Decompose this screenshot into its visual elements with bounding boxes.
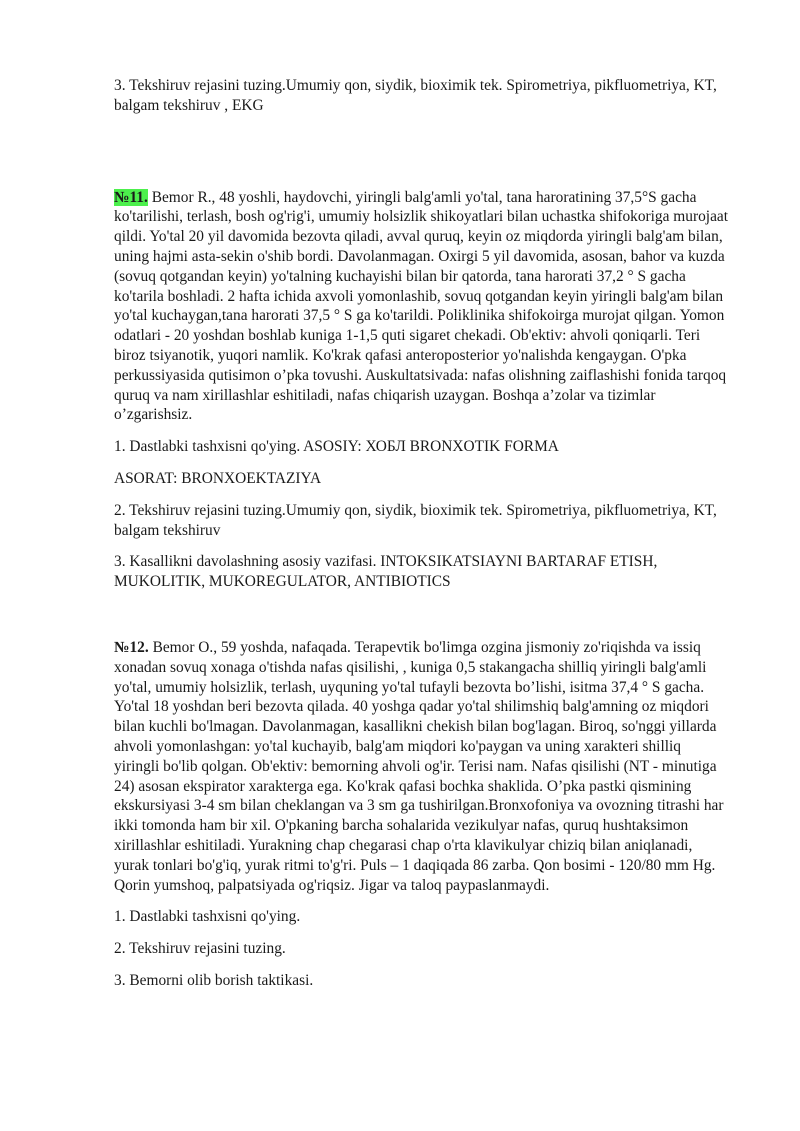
case-11-number: №11. xyxy=(114,188,148,206)
case-12-paragraph xyxy=(114,638,728,895)
spacer xyxy=(114,116,728,188)
case-11-question-3: 3. Kasallikni davolashning asosiy vazifasi. INTOKSIKATSIAYNI BARTARAF ETISH, MUKOLITIK, MUKOREGULATOR, ANTIBIOTICS xyxy=(114,553,658,591)
case-11-question-2: 2. Tekshiruv rejasini tuzing.Umumiy qon, siydik, bioximik tek. Spirometriya, pikfluometriya, KT, balgam tekshiruv xyxy=(114,501,717,539)
case-12-number: №12. xyxy=(114,638,149,656)
case-12-question-3: 3. Bemorni olib borish taktikasi. xyxy=(114,971,314,989)
case-12-question-1: 1. Dastlabki tashxisni qo'ying. xyxy=(114,908,301,926)
case-12-body: Bemor O., 59 yoshda, nafaqada. Terapevtik bo'limga ozgina jismoniy zo'riqishda va issiq xonadan sovuq xonaga o'tishda nafas qisilishi, , kuniga 0,5 stakangacha shilliq yiringli balg'amli yo'tal, umumiy holsizlik, terlash, uyquning yo'tal tufayli bezovta bo’lishi, isitma 37,4 ° S gacha. Yo'tal 18 yoshdan beri bezovta qilada. 40 yoshga qadar yo'tal shilimshiq balg'amning oz miqdori bilan kuchli bo'lmagan. Davolanmagan, kasallikni chekish bilan bog'lagan. Biroq, so'nggi yillarda ahvoli yomonlashgan: yo'tal kuchayib, balg'am miqdori ko'paygan va uning xarakteri shilliq yiringli bo'lib qolgan. Ob'ektiv: bemorning ahvoli og'ir. Terisi nam. Nafas qisilishi (NT - minutiga 24) asosan ekspirator xarakterga ega. Ko'krak qafasi bochka shaklida. O’pka pastki qismining ekskursiyasi 3-4 sm bilan cheklangan va 3 sm ga tushirilgan.Bronxofoniya va ovozning titrashi har ikki tomonda ham bir xil. O'pkaning barcha sohalarida vezikulyar nafas, quruq hushtaksimon xirillashlar eshitiladi. Yurakning chap chegarasi chap o'rta klavikulyar chiziq bilan aniqlanadi, yurak tonlari bo'g'iq, yurak ritmi to'g'ri. Puls – 1 daqiqada 86 zarba. Qon bosimi - 120/80 mm Hg. Qorin yumshoq, palpatsiyada og'riqsiz. Jigar va taloq paypaslanmaydi. xyxy=(114,638,724,894)
spacer xyxy=(114,592,728,638)
case-11-question-1: 1. Dastlabki tashxisni qo'ying. ASOSIY: ХОБЛ BRONXOTIK FORMA xyxy=(114,438,559,456)
case-11-complication: ASORAT: BRONXOEKTAZIYA xyxy=(114,469,322,487)
top-item-3: 3. Tekshiruv rejasini tuzing.Umumiy qon, siydik, bioximik tek. Spirometriya, pikfluometriya, KT, balgam tekshiruv , EKG xyxy=(114,77,717,114)
case-11-body: Bemor R., 48 yoshli, haydovchi, yiringli balg'amli yo'tal, tana haroratining 37,5°S gacha ko'tarilishi, terlash, bosh og'rig'i, umumiy holsizlik shikoyatlari bilan uchastka shifokoriga murojaat qildi. Yo'tal 20 yil davomida bezovta qiladi, avval quruq, keyin oz miqdorda yiringli balg'am bilan, uning hajmi asta-sekin o'shib bordi. Davolanmagan. Oxirgi 5 yil davomida, asosan, bahor va kuzda (sovuq qotgandan keyin) yo'talning kuchayishi bilan bir qatorda, tana harorati 37,2 ° S gacha ko'tarila boshladi. 2 hafta ichida axvoli yomonlashib, sovuq qotgandan keyin yiringli balg'am bilan yo'tal kuchaygan,tana harorati 37,5 ° S ga ko'tarildi. Poliklinika shifokoirga murojat qilgan. Yomon odatlari - 20 yoshdan boshlab kuniga 1-1,5 quti sigaret chekadi. Ob'ektiv: ahvoli qoniqarli. Teri biroz tsiyanotik, yuqori namlik. Ko'krak qafasi anteroposterior yo'nalishda kengaygan. O'pka perkussiyasida qutisimon o’pka tovushi. Auskultatsivada: nafas olishning zaiflashishi fonida tarqoq quruq va nam xirillashlar eshitiladi, nafas chiqarish uzaygan. Boshqa a’zolar va tizimlar o’zgarishsiz. xyxy=(114,188,729,424)
case-12-question-2: 2. Tekshiruv rejasini tuzing. xyxy=(114,940,286,958)
case-11-paragraph xyxy=(114,188,728,426)
